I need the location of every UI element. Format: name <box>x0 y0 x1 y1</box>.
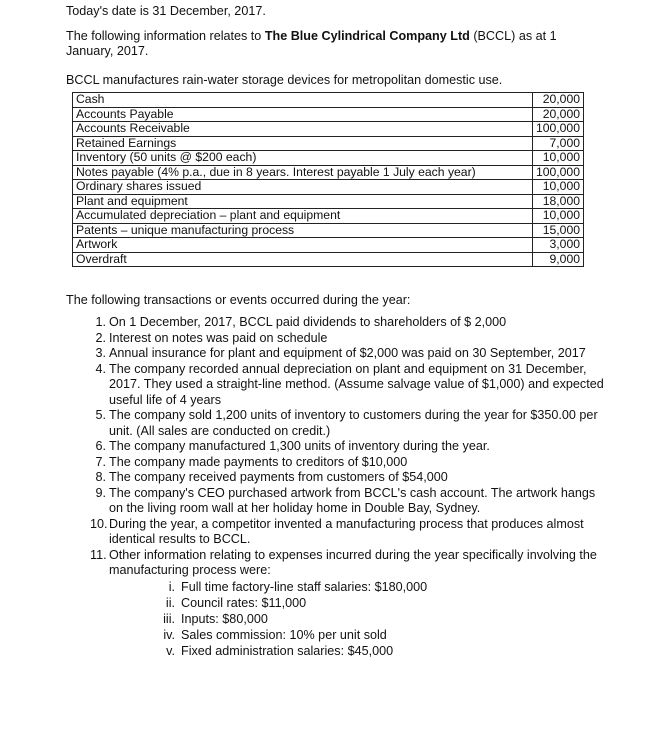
balance-row <box>73 107 584 122</box>
expense-item <box>163 579 610 595</box>
balance-row <box>73 223 584 238</box>
balance-amount: 100,000 <box>532 122 583 137</box>
expense-item <box>163 611 610 627</box>
transaction-text: The company recorded annual depreciation on plant and equipment on 31 December, 2017. They used a straight-line method. (Assume salvage value of $1,000) and expected useful life of 4 years <box>109 361 604 407</box>
balance-row <box>73 238 584 253</box>
transactions-heading: The following transactions or events occurred during the year: <box>66 293 411 307</box>
expense-text: Fixed administration salaries: $45,000 <box>181 643 394 658</box>
company-name: The Blue Cylindrical Company Ltd <box>264 29 470 43</box>
balance-label: Artwork <box>73 238 533 253</box>
transaction-item <box>90 517 610 548</box>
balance-amount: 20,000 <box>532 93 583 108</box>
balance-row <box>73 151 584 166</box>
transaction-number: 5. <box>95 408 106 422</box>
balance-amount: 10,000 <box>532 151 583 166</box>
balance-amount: 100,000 <box>532 165 583 180</box>
intro-paragraph <box>66 29 586 59</box>
opening-balances-table <box>72 92 584 267</box>
expense-text: Inputs: $80,000 <box>181 611 268 626</box>
transaction-text: The company made payments to creditors of $10,000 <box>109 454 408 469</box>
transaction-number: 2. <box>95 330 106 345</box>
transaction-number: 4. <box>95 361 106 376</box>
transaction-item <box>90 470 610 486</box>
transaction-item <box>90 346 610 362</box>
transaction-text: On 1 December, 2017, BCCL paid dividends to shareholders of $ 2,000 <box>109 315 507 329</box>
balance-row <box>73 180 584 195</box>
balance-label: Overdraft <box>73 252 533 267</box>
balance-label: Retained Earnings <box>73 136 533 151</box>
transaction-number: 7. <box>95 454 106 469</box>
balance-amount: 10,000 <box>532 180 583 195</box>
balance-amount: 7,000 <box>532 136 583 151</box>
expense-number: iv. <box>163 627 175 642</box>
balance-row <box>73 136 584 151</box>
expense-item <box>163 643 610 659</box>
balance-label: Ordinary shares issued <box>73 180 533 195</box>
transaction-item <box>90 548 610 659</box>
expense-number: v. <box>166 643 175 658</box>
balance-amount: 20,000 <box>532 107 583 122</box>
balance-label: Cash <box>73 93 533 108</box>
transaction-number: 1. <box>95 315 106 329</box>
balance-amount: 15,000 <box>532 223 583 238</box>
manufactures-line: BCCL manufactures rain-water storage devices for metropolitan domestic use. <box>66 73 503 87</box>
balance-label: Inventory (50 units @ $200 each) <box>73 151 533 166</box>
expense-number: ii. <box>165 595 175 610</box>
expense-item <box>163 627 610 643</box>
expense-item <box>163 595 610 611</box>
transaction-item <box>90 439 610 455</box>
transaction-text: Annual insurance for plant and equipment of $2,000 was paid on 30 September, 2017 <box>109 346 586 360</box>
balance-row <box>73 122 584 137</box>
transaction-number: 11. <box>90 547 107 562</box>
expense-text: Sales commission: 10% per unit sold <box>181 627 387 642</box>
balance-amount: 9,000 <box>532 252 583 267</box>
transaction-text: Interest on notes was paid on schedule <box>109 330 328 345</box>
transaction-text: The company manufactured 1,300 units of inventory during the year. <box>109 439 490 453</box>
expense-number: iii. <box>163 611 175 626</box>
intro-prefix: The following information relates to <box>66 29 265 43</box>
balance-label: Accumulated depreciation – plant and equipment <box>73 209 533 224</box>
balance-row <box>73 165 584 180</box>
balance-row <box>73 93 584 108</box>
transaction-text: The company sold 1,200 units of inventory to customers during the year for $350.00 per unit. (All sales are conducted on credit.) <box>109 408 598 438</box>
transaction-number: 6. <box>95 439 106 453</box>
transaction-item <box>90 486 610 517</box>
transaction-item <box>90 455 610 471</box>
balance-label: Patents – unique manufacturing process <box>73 223 533 238</box>
transaction-text: Other information relating to expenses incurred during the year specifically involving the manufacturing process were: <box>109 547 597 577</box>
balance-row <box>73 194 584 209</box>
balance-amount: 18,000 <box>532 194 583 209</box>
transaction-item <box>90 315 610 331</box>
expenses-sublist <box>163 579 610 659</box>
date-line: Today's date is 31 December, 2017. <box>66 4 266 18</box>
balance-amount: 10,000 <box>532 209 583 224</box>
transaction-item <box>90 408 610 439</box>
expense-number: i. <box>168 579 175 594</box>
transaction-item <box>90 331 610 347</box>
balance-row <box>73 209 584 224</box>
balance-label: Notes payable (4% p.a., due in 8 years. Interest payable 1 July each year) <box>73 165 533 180</box>
expense-text: Council rates: $11,000 <box>181 595 307 610</box>
balance-label: Plant and equipment <box>73 194 533 209</box>
transaction-text: The company's CEO purchased artwork from BCCL's cash account. The artwork hangs on the living room wall at her holiday home in Double Bay, Sydney. <box>109 485 596 515</box>
intro-suffix: (BCCL) as at 1 January, 2017. <box>66 29 557 58</box>
transaction-number: 3. <box>95 346 106 360</box>
transactions-list <box>90 315 610 659</box>
transaction-number: 8. <box>95 470 106 484</box>
balance-label: Accounts Receivable <box>73 122 533 137</box>
balance-row <box>73 252 584 267</box>
transaction-number: 9. <box>95 485 106 500</box>
balance-amount: 3,000 <box>532 238 583 253</box>
expense-text: Full time factory-line staff salaries: $180,000 <box>181 579 428 594</box>
transaction-number: 10. <box>90 516 108 531</box>
transaction-text: The company received payments from customers of $54,000 <box>109 470 448 484</box>
balance-label: Accounts Payable <box>73 107 533 122</box>
transaction-item <box>90 362 610 409</box>
transaction-text: During the year, a competitor invented a manufacturing process that produces almost identical results to BCCL. <box>109 516 584 546</box>
